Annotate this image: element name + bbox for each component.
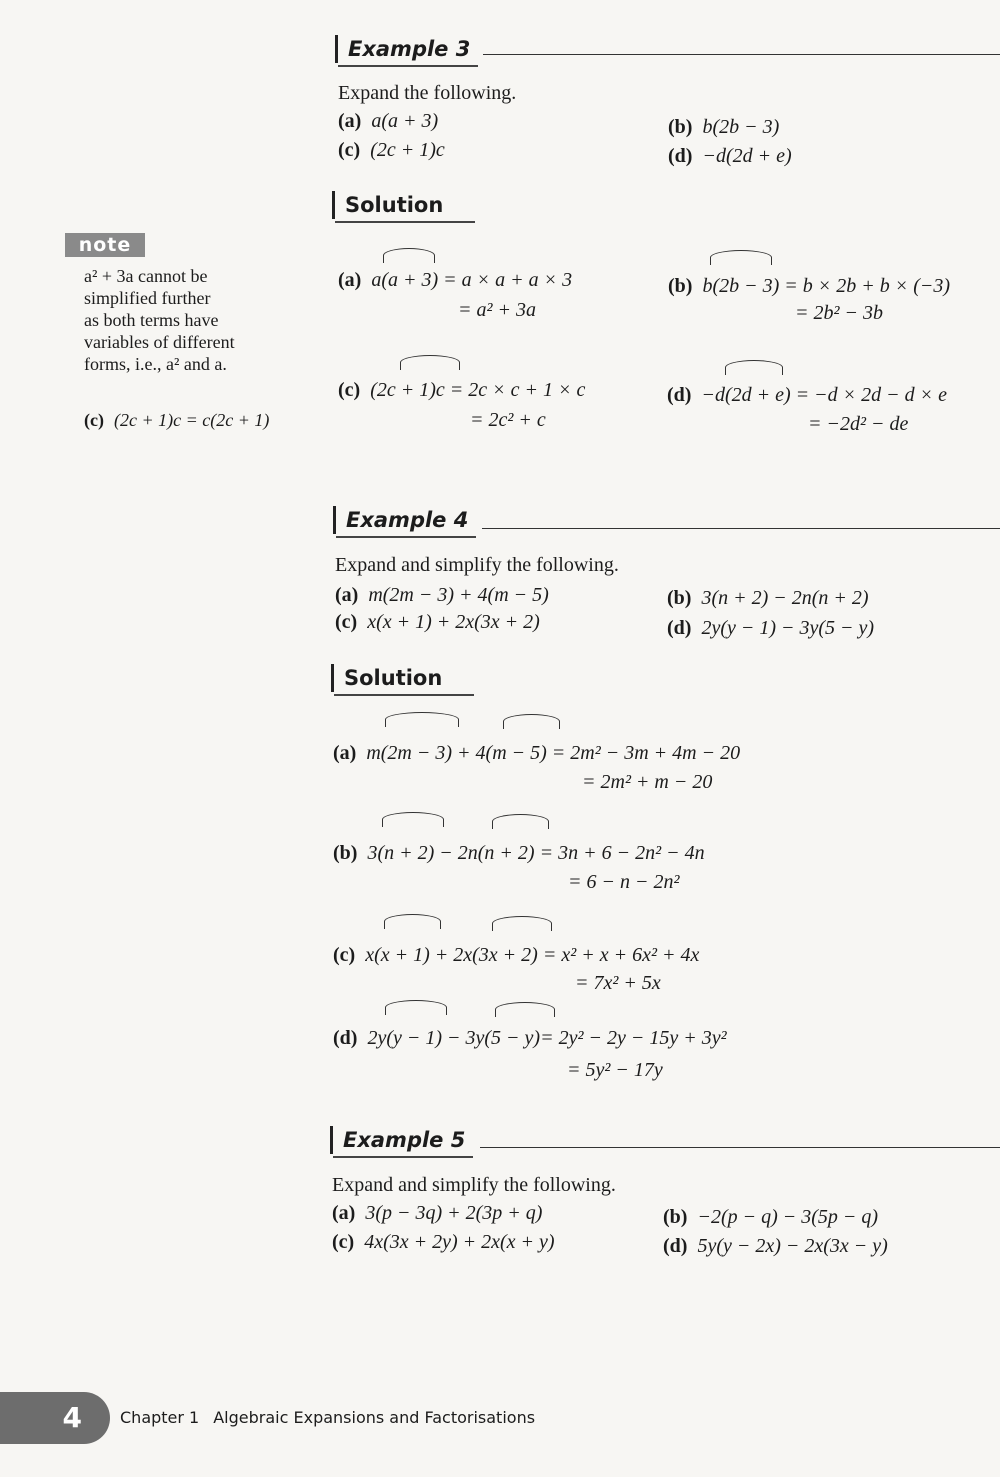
solution-d: (d) −d(2d + e) = −d × 2d − d × e (667, 384, 947, 406)
expansion-arrow-icon (383, 248, 435, 263)
question-d: (d) 5y(y − 2x) − 2x(3x − y) (663, 1235, 888, 1257)
solution-b: (b) 3(n + 2) − 2n(n + 2) = 3n + 6 − 2n² − 4n (333, 842, 705, 864)
note-line: simplified further (84, 288, 211, 308)
question-c: (c) 4x(3x + 2y) + 2x(x + y) (332, 1231, 555, 1253)
solution-d-line2: = 5y² − 17y (567, 1059, 663, 1081)
expansion-arrow-icon (385, 712, 459, 727)
question-b: (b) −2(p − q) − 3(5p − q) (663, 1206, 879, 1228)
expansion-arrow-icon (492, 814, 549, 829)
solution-heading: Solution (331, 664, 442, 692)
expansion-arrow-icon (384, 914, 441, 929)
solution-a-line2: = 2m² + m − 20 (582, 771, 713, 793)
note-extra: (c) (2c + 1)c = c(2c + 1) (84, 410, 270, 430)
heading-rule (482, 528, 1000, 529)
solution-d: (d) 2y(y − 1) − 3y(5 − y)= 2y² − 2y − 15y + 3y² (333, 1027, 727, 1049)
expansion-arrow-icon (725, 360, 783, 375)
question-d: (d) 2y(y − 1) − 3y(5 − y) (667, 617, 875, 639)
note-line: forms, i.e., a² and a. (84, 354, 227, 374)
chapter-number: Chapter 1 (120, 1408, 200, 1427)
solution-a-line2: = a² + 3a (458, 299, 536, 321)
solution-c-line2: = 2c² + c (470, 409, 546, 431)
instruction: Expand the following. (338, 82, 517, 104)
note-badge: note (65, 233, 145, 257)
question-b: (b) b(2b − 3) (668, 116, 780, 138)
solution-a: (a) m(2m − 3) + 4(m − 5) = 2m² − 3m + 4m − 20 (333, 742, 741, 764)
example-4-heading: Example 4 (333, 506, 468, 534)
note-line: as both terms have (84, 310, 219, 330)
instruction: Expand and simplify the following. (332, 1174, 616, 1196)
expansion-arrow-icon (492, 916, 552, 931)
example-5-heading: Example 5 (330, 1126, 465, 1154)
solution-d-line2: = −2d² − de (808, 413, 909, 435)
note-line: variables of different (84, 332, 235, 352)
solution-b-line2: = 6 − n − 2n² (568, 871, 680, 893)
solution-heading: Solution (332, 191, 443, 219)
solution-c-line2: = 7x² + 5x (575, 972, 661, 994)
question-a: (a) 3(p − 3q) + 2(3p + q) (332, 1202, 543, 1224)
solution-b: (b) b(2b − 3) = b × 2b + b × (−3) (668, 275, 951, 297)
question-c: (c) (2c + 1)c (338, 139, 445, 161)
solution-c: (c) x(x + 1) + 2x(3x + 2) = x² + x + 6x² + 4x (333, 944, 700, 966)
solution-b-line2: = 2b² − 3b (795, 302, 883, 324)
chapter-footer (120, 1408, 549, 1427)
question-c: (c) x(x + 1) + 2x(3x + 2) (335, 611, 540, 633)
expansion-arrow-icon (385, 1000, 447, 1015)
question-a: (a) a(a + 3) (338, 110, 439, 132)
question-a: (a) m(2m − 3) + 4(m − 5) (335, 584, 549, 606)
example-3-heading: Example 3 (335, 35, 470, 63)
solution-a: (a) a(a + 3) = a × a + a × 3 (338, 269, 573, 291)
question-d: (d) −d(2d + e) (668, 145, 792, 167)
expansion-arrow-icon (495, 1002, 555, 1017)
heading-rule (480, 1147, 1000, 1148)
expansion-arrow-icon (382, 812, 444, 827)
instruction: Expand and simplify the following. (335, 554, 619, 576)
solution-c: (c) (2c + 1)c = 2c × c + 1 × c (338, 379, 586, 401)
heading-rule (483, 54, 1000, 55)
page-number: 4 (0, 1392, 110, 1444)
expansion-arrow-icon (503, 714, 560, 729)
expansion-arrow-icon (400, 355, 460, 370)
expansion-arrow-icon (710, 250, 772, 265)
question-b: (b) 3(n + 2) − 2n(n + 2) (667, 587, 869, 609)
note-line: a² + 3a cannot be (84, 266, 208, 286)
chapter-title: Algebraic Expansions and Factorisations (213, 1408, 536, 1427)
